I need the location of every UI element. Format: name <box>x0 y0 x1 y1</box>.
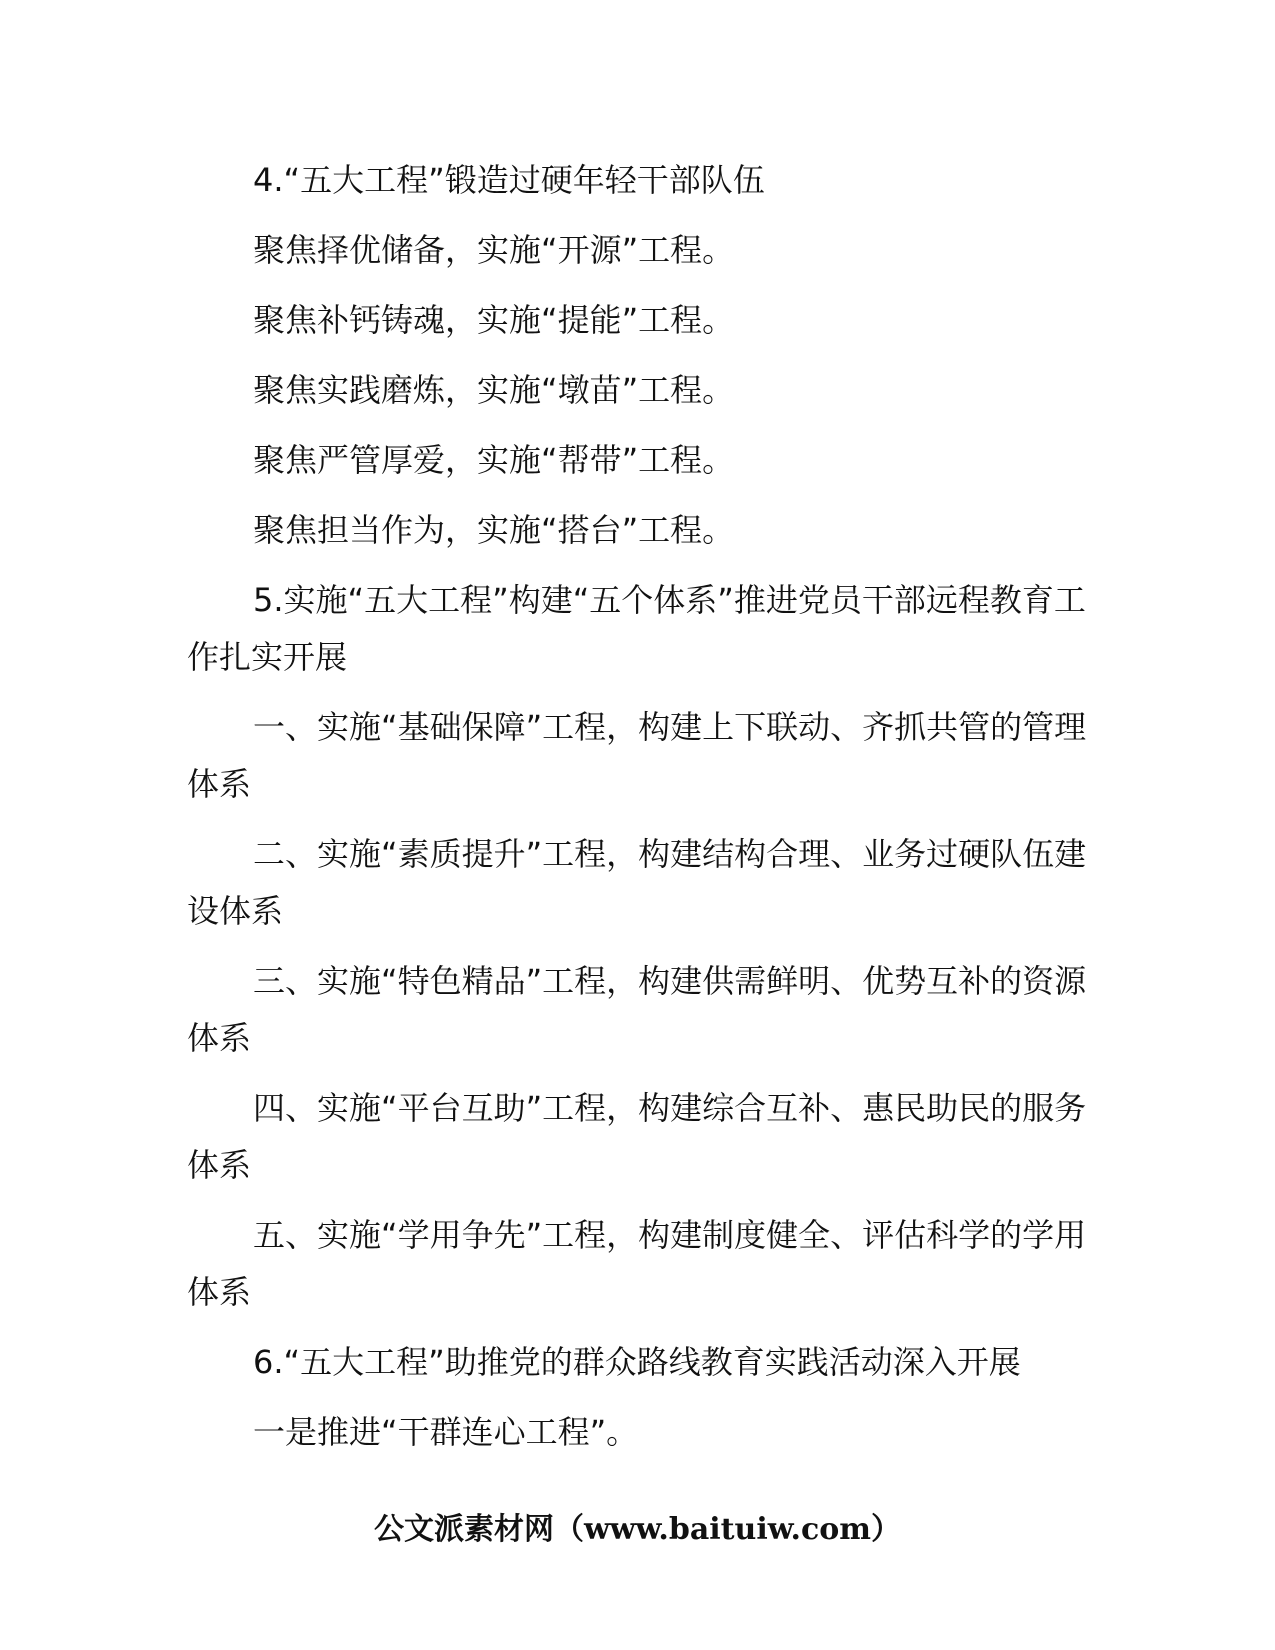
heading-item-5: 5.实施“五大工程”构建“五个体系”推进党员干部远程教育工作扎实开展 <box>187 581 1086 676</box>
paragraph: 五、实施“学用争先”工程，构建制度健全、评估科学的学用体系 <box>187 1216 1087 1311</box>
document-body <box>187 152 1087 1474</box>
paragraph: 聚焦补钙铸魂，实施“提能”工程。 <box>253 301 735 339</box>
paragraph: 聚焦实践磨炼，实施“墩苗”工程。 <box>253 371 735 409</box>
paragraph: 聚焦严管厚爱，实施“帮带”工程。 <box>253 441 735 479</box>
paragraph: 四、实施“平台互助”工程，构建综合互补、惠民助民的服务体系 <box>187 1089 1087 1184</box>
paragraph: 聚焦择优储备，实施“开源”工程。 <box>253 231 735 269</box>
paragraph: 一、实施“基础保障”工程，构建上下联动、齐抓共管的管理体系 <box>187 708 1087 803</box>
heading-item-6: 6.“五大工程”助推党的群众路线教育实践活动深入开展 <box>253 1343 1021 1381</box>
paragraph: 二、实施“素质提升”工程，构建结构合理、业务过硬队伍建设体系 <box>187 835 1087 930</box>
paragraph: 聚焦担当作为，实施“搭台”工程。 <box>253 511 735 549</box>
page-footer-watermark: 公文派素材网（www.baituiw.com） <box>373 1512 902 1547</box>
paragraph: 一是推进“干群连心工程”。 <box>253 1413 639 1451</box>
heading-item-4: 4.“五大工程”锻造过硬年轻干部队伍 <box>253 161 765 199</box>
paragraph: 三、实施“特色精品”工程，构建供需鲜明、优势互补的资源体系 <box>187 962 1087 1057</box>
